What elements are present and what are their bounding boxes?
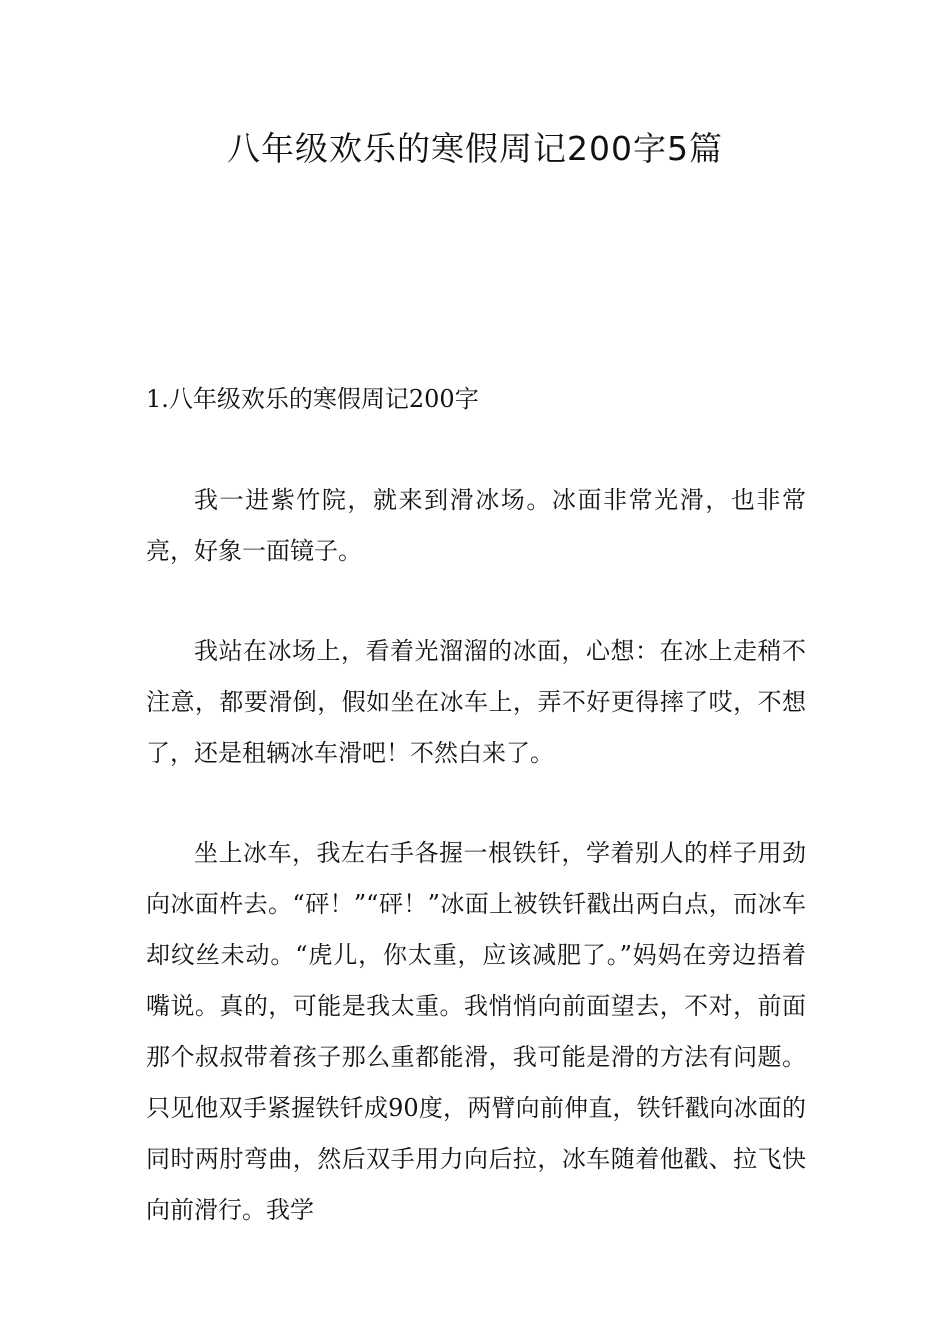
paragraph-3: 坐上冰车，我左右手各握一根铁钎，学着别人的样子用劲向冰面杵去。“砰！”“砰！”冰面上被铁钎戳出两白点，而冰车却纹丝未动。“虎儿，你太重，应该减肥了。”妈妈在旁边捂着嘴说。真的，可能是我太重。我悄悄向前面望去，不对，前面那个叔叔带着孩子那么重都能滑，我可能是滑的方法有问题。只见他双手紧握铁钎成90度，两臂向前伸直，铁钎戳向冰面的同时两肘弯曲，然后双手用力向后拉，冰车随着他戳、拉飞快向前滑行。我学 (146, 839, 806, 1224)
document-title: 八年级欢乐的寒假周记200字5篇 (227, 129, 723, 168)
section-heading: 1.八年级欢乐的寒假周记200字 (146, 385, 479, 413)
document-body (146, 374, 806, 1285)
paragraph-2: 我站在冰场上，看着光溜溜的冰面，心想：在冰上走稍不注意，都要滑倒，假如坐在冰车上，弄不好更得摔了哎，不想了，还是租辆冰车滑吧！不然白来了。 (146, 637, 806, 767)
paragraph-1: 我一进紫竹院，就来到滑冰场。冰面非常光滑，也非常亮，好象一面镜子。 (146, 486, 806, 565)
